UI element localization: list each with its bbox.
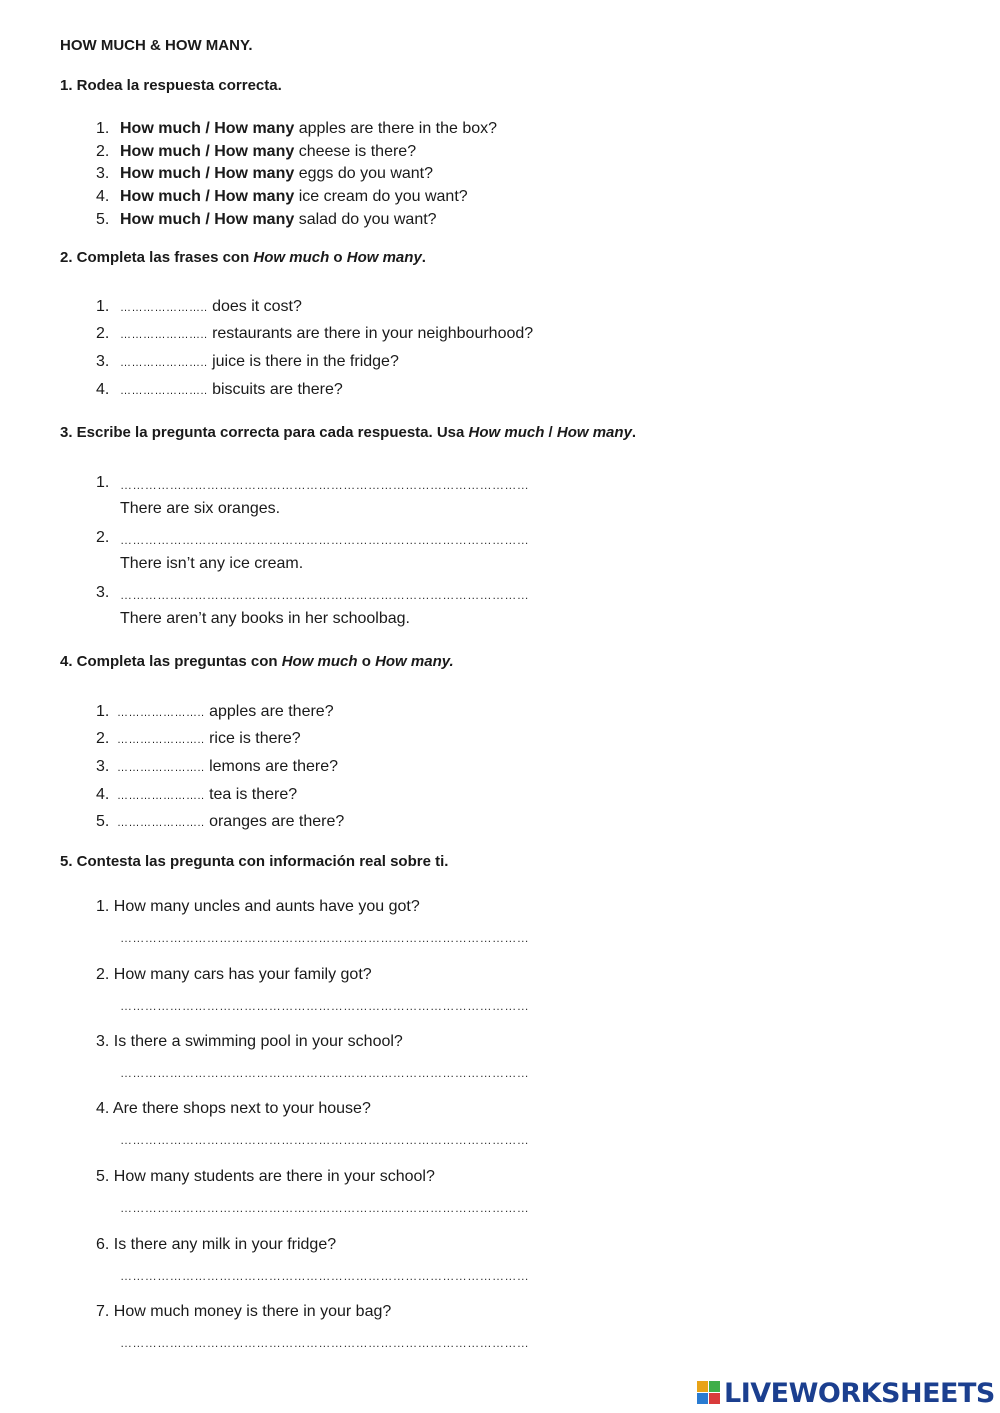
item-text: tea is there? (204, 786, 298, 803)
item-number: 3. (96, 165, 110, 182)
item-number: 1. (96, 703, 110, 720)
blank-input[interactable]: ………………….. (117, 734, 205, 746)
answer-line-input[interactable]: ……………………………………………………………………………………… (120, 1336, 530, 1350)
answer-choice[interactable]: How much / How many (120, 143, 295, 160)
answer-line-input[interactable]: ……………………………………………………………………………………… (120, 1201, 530, 1215)
section-2-heading: 2. Completa las frases con How much o How many. (60, 249, 426, 266)
blank-input[interactable]: ………………….. (117, 817, 205, 829)
item-text: rice is there? (204, 730, 301, 747)
answer-choice[interactable]: How much / How many (120, 188, 295, 205)
list-item (120, 120, 497, 138)
item-text: eggs do you want? (294, 165, 434, 182)
answer-line-input[interactable]: ……………………………………………………………………………………… (120, 931, 530, 945)
question: 3. Is there a swimming pool in your school? (96, 1033, 403, 1050)
blank-input[interactable]: ………………….. (120, 385, 208, 397)
item-number: 4. (96, 786, 110, 803)
section-3-heading: 3. Escribe la pregunta correcta para cada respuesta. Usa How much / How many. (60, 424, 637, 441)
blank-input[interactable]: ………………….. (117, 762, 205, 774)
blank-input[interactable]: ………………….. (120, 357, 208, 369)
answer-line-input[interactable]: ……………………………………………………………………………………… (120, 588, 530, 602)
item-number: 3. (96, 584, 110, 601)
question: 4. Are there shops next to your house? (96, 1100, 371, 1117)
answer-line-input[interactable]: ……………………………………………………………………………………… (120, 478, 530, 492)
question: 7. How much money is there in your bag? (96, 1303, 392, 1320)
item-text: ice cream do you want? (294, 188, 468, 205)
given-answer: There isn’t any ice cream. (120, 555, 304, 572)
list-item (117, 703, 334, 721)
item-number: 1. (96, 298, 110, 315)
page-title: HOW MUCH & HOW MANY. (60, 37, 253, 54)
list-item (117, 730, 301, 748)
item-number: 2. (96, 325, 110, 342)
answer-choice[interactable]: How much / How many (120, 165, 295, 182)
item-text: apples are there in the box? (294, 120, 498, 137)
blank-input[interactable]: ………………….. (117, 790, 205, 802)
answer-line-input[interactable]: ……………………………………………………………………………………… (120, 1066, 530, 1080)
list-item (120, 381, 343, 399)
section-4-heading: 4. Completa las preguntas con How much o How many. (60, 653, 454, 670)
list-item (120, 298, 302, 316)
blank-input[interactable]: ………………….. (117, 707, 205, 719)
item-number: 2. (96, 143, 110, 160)
item-text: does it cost? (207, 298, 302, 315)
given-answer: There are six oranges. (120, 500, 281, 517)
item-text: lemons are there? (204, 758, 339, 775)
given-answer: There aren’t any books in her schoolbag. (120, 610, 410, 627)
section-1-heading: 1. Rodea la respuesta correcta. (60, 77, 282, 94)
item-number: 2. (96, 730, 110, 747)
item-text: apples are there? (204, 703, 334, 720)
blank-input[interactable]: ………………….. (120, 329, 208, 341)
list-item (117, 758, 338, 776)
item-text: salad do you want? (294, 211, 437, 228)
list-item (117, 813, 344, 831)
item-text: biscuits are there? (207, 381, 343, 398)
list-item (117, 786, 297, 804)
list-item (120, 188, 468, 206)
liveworksheets-logo (697, 1375, 995, 1411)
list-item (120, 165, 433, 183)
item-number: 3. (96, 353, 110, 370)
blank-input[interactable]: ………………….. (120, 302, 208, 314)
answer-line-input[interactable]: ……………………………………………………………………………………… (120, 533, 530, 547)
answer-line-input[interactable]: ……………………………………………………………………………………… (120, 1133, 530, 1147)
item-number: 4. (96, 381, 110, 398)
list-item (120, 325, 533, 343)
question: 6. Is there any milk in your fridge? (96, 1236, 337, 1253)
question: 5. How many students are there in your school? (96, 1168, 435, 1185)
item-text: cheese is there? (294, 143, 417, 160)
question: 1. How many uncles and aunts have you got? (96, 898, 420, 915)
logo-icon (697, 1381, 721, 1405)
item-number: 2. (96, 529, 110, 546)
item-number: 5. (96, 813, 110, 830)
section-5-heading: 5. Contesta las pregunta con información real sobre ti. (60, 853, 449, 870)
list-item (120, 353, 399, 371)
answer-choice[interactable]: How much / How many (120, 120, 295, 137)
answer-line-input[interactable]: ……………………………………………………………………………………… (120, 1269, 530, 1283)
item-number: 1. (96, 120, 110, 137)
item-number: 5. (96, 211, 110, 228)
item-text: oranges are there? (204, 813, 345, 830)
item-number: 3. (96, 758, 110, 775)
item-number: 1. (96, 474, 110, 491)
item-text: restaurants are there in your neighbourhood? (207, 325, 534, 342)
answer-choice[interactable]: How much / How many (120, 211, 295, 228)
list-item (120, 211, 437, 229)
question: 2. How many cars has your family got? (96, 966, 372, 983)
item-text: juice is there in the fridge? (207, 353, 399, 370)
item-number: 4. (96, 188, 110, 205)
list-item (120, 143, 416, 161)
logo-text: LIVEWORKSHEETS (724, 1377, 995, 1409)
answer-line-input[interactable]: ……………………………………………………………………………………… (120, 999, 530, 1013)
